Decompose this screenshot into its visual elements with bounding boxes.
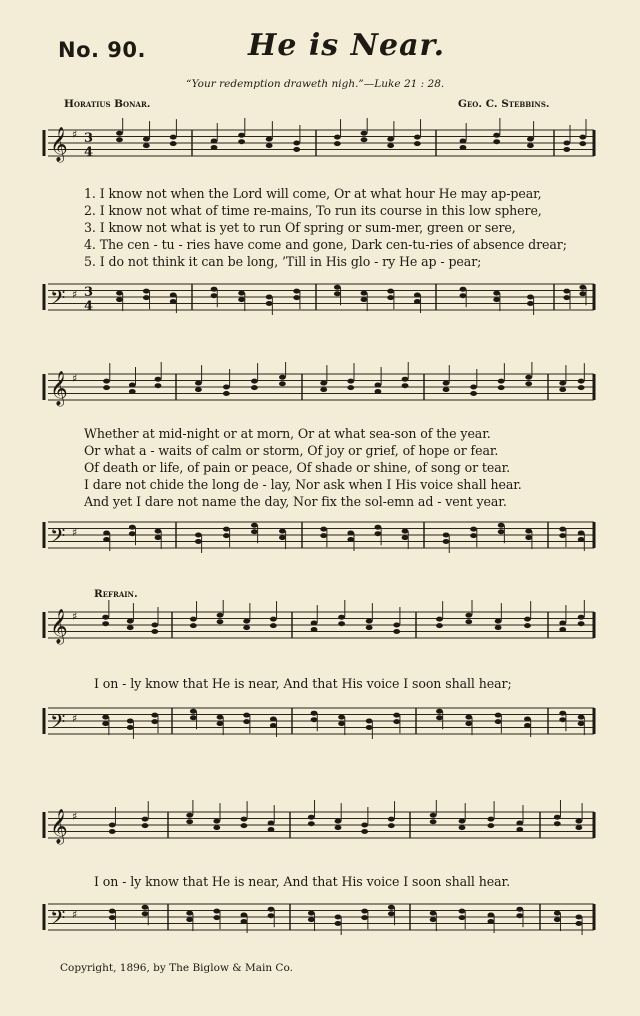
verse-line-5b: And yet I dare not name the day, Nor fix the sol-emn ad - vent year. [84,494,507,509]
verse-line-4a: 4. The cen - tu - ries have come and gone, Dark cen-tu-ries of absence drear; [84,237,567,252]
svg-text:3: 3 [84,285,94,300]
treble-staff-system-2 [0,362,640,422]
treble-staff-system-4 [0,800,640,860]
svg-text:𝄞: 𝄞 [50,609,68,644]
svg-text:♯: ♯ [72,712,78,725]
svg-text:♯: ♯ [72,526,78,539]
author-credit: Horatius Bonar. [64,98,151,110]
treble-staff-system-3 [0,600,640,660]
bass-staff-system-2 [0,510,640,580]
refrain-line-2: I on - ly know that He is near, And that His voice I soon shall hear. [94,874,510,889]
verse-line-1a: 1. I know not when the Lord will come, Or at what hour He may ap-pear, [84,186,542,201]
verse-line-3a: 3. I know not what is yet to run Of spring or sum-mer, green or sere, [84,220,516,235]
bass-staff-system-4 [0,892,640,962]
svg-text:𝄞: 𝄞 [50,371,68,406]
refrain-label: Refrain. [94,588,138,600]
verse-line-1b: Whether at mid-night or at morn, Or at what sea-son of the year. [84,426,491,441]
hymn-number: No. 90. [58,38,146,62]
composer-credit: Geo. C. Stebbins. [458,98,550,110]
hymn-title: He is Near. [248,28,446,63]
svg-text:𝄞: 𝄞 [50,809,68,844]
verse-line-2a: 2. I know not what of time re-mains, To run its course in this low sphere, [84,203,542,218]
verse-line-5a: 5. I do not think it can be long, ’Till in His glo - ry He ap - pear; [84,254,482,269]
svg-text:♯: ♯ [72,372,78,385]
svg-text:𝄢: 𝄢 [50,906,66,934]
svg-text:♯: ♯ [72,810,78,823]
copyright-notice: Copyright, 1896, by The Biglow & Main Co. [60,962,293,974]
verse-line-3b: Of death or life, of pain or peace, Of shade or shine, of song or tear. [84,460,511,475]
svg-text:♯: ♯ [72,908,78,921]
bass-staff-system-3 [0,696,640,766]
svg-text:♯: ♯ [72,610,78,623]
svg-text:♯: ♯ [72,128,78,141]
svg-text:4: 4 [84,145,94,160]
svg-text:4: 4 [84,299,94,314]
epigraph: “Your redemption draweth nigh.”—Luke 21 : 28. [186,78,445,90]
svg-text:𝄢: 𝄢 [50,524,66,552]
svg-text:𝄞: 𝄞 [50,127,68,162]
svg-text:3: 3 [84,131,94,146]
refrain-line-1: I on - ly know that He is near, And that His voice I soon shall hear; [94,676,512,691]
treble-staff-system-1 [0,118,640,178]
verse-line-2b: Or what a - waits of calm or storm, Of joy or grief, of hope or fear. [84,443,499,458]
svg-text:𝄢: 𝄢 [50,286,66,314]
svg-text:𝄢: 𝄢 [50,710,66,738]
bass-staff-system-1 [0,272,640,342]
verse-line-4b: I dare not chide the long de - lay, Nor ask when I His voice shall hear. [84,477,522,492]
svg-text:♯: ♯ [72,288,78,301]
